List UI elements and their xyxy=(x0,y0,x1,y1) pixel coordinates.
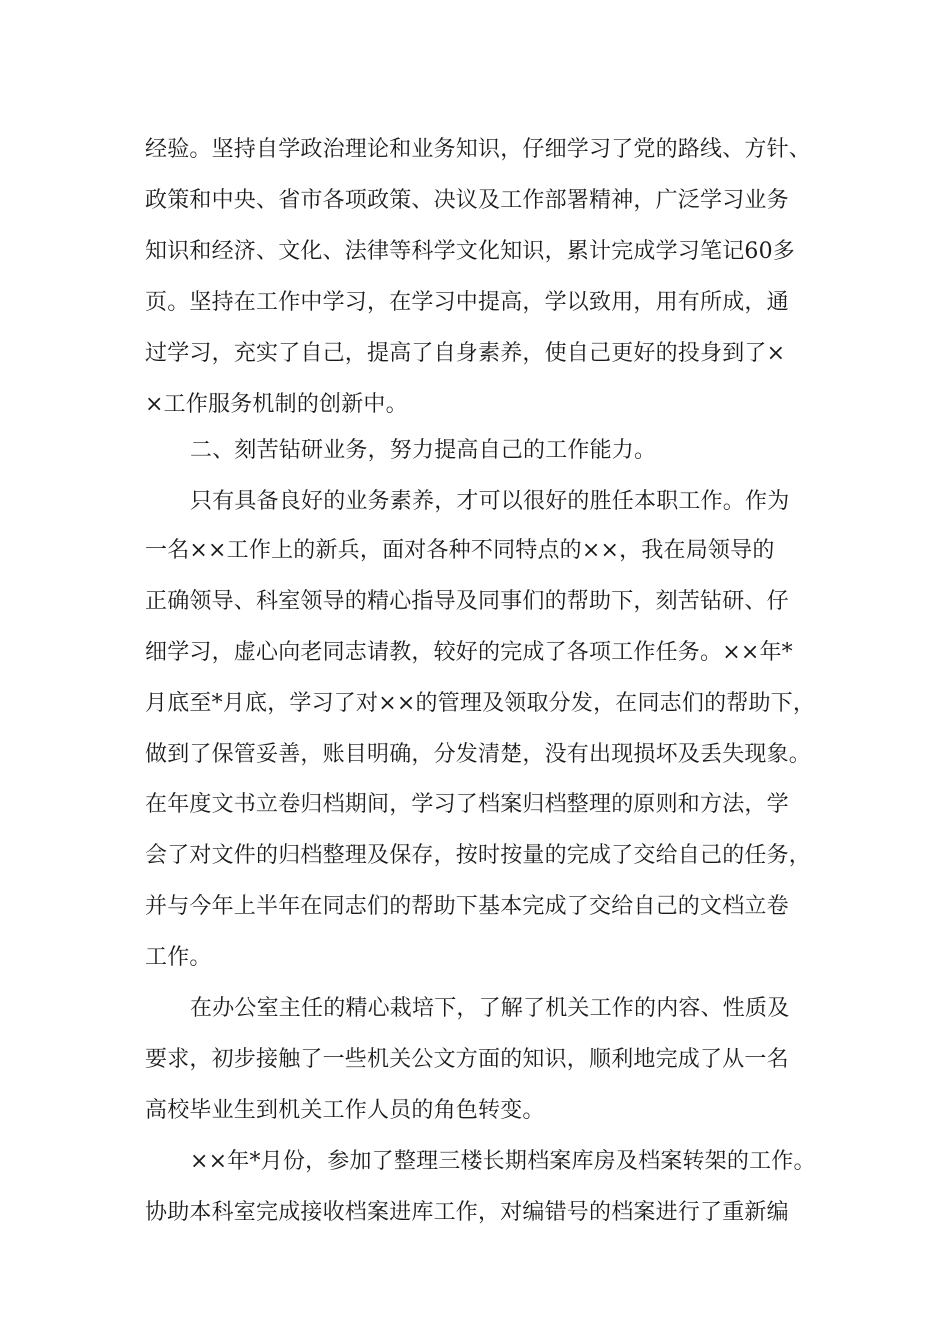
text-line: 正确领导、科室领导的精心指导及同事们的帮助下，刻苦钻研、仔 xyxy=(145,589,789,614)
text-line: ×工作服务机制的创新中。 xyxy=(145,392,408,417)
text-line: 协助本科室完成接收档案进库工作，对编错号的档案进行了重新编 xyxy=(145,1200,789,1225)
text-line: 会了对文件的归档整理及保存，按时按量的完成了交给自己的任务， xyxy=(145,843,812,868)
text-line: 页。坚持在工作中学习，在学习中提高，学以致用，用有所成，通 xyxy=(145,290,789,315)
section-heading: 二、刻苦钻研业务，努力提高自己的工作能力。 xyxy=(190,438,657,463)
text-line: 在办公室主任的精心栽培下，了解了机关工作的内容、性质及 xyxy=(190,996,790,1021)
text-line: 工作。 xyxy=(145,945,212,970)
text-line: 政策和中央、省市各项政策、决议及工作部署精神，广泛学习业务 xyxy=(145,188,789,213)
text-line: 细学习，虚心向老同志请教，较好的完成了各项工作任务。××年* xyxy=(145,640,793,665)
text-line: 一名××工作上的新兵，面对各种不同特点的××，我在局领导的 xyxy=(145,538,775,563)
text-line: 经验。坚持自学政治理论和业务知识，仔细学习了党的路线、方针、 xyxy=(145,137,812,162)
text-line: 高校毕业生到机关工作人员的角色转变。 xyxy=(145,1098,545,1123)
text-line: 在年度文书立卷归档期间，学习了档案归档整理的原则和方法，学 xyxy=(145,792,789,817)
text-line: 要求，初步接触了一些机关公文方面的知识，顺利地完成了从一名 xyxy=(145,1047,789,1072)
text-line: 月底至*月底，学习了对××的管理及领取分发，在同志们的帮助下， xyxy=(145,691,816,716)
text-line: 只有具备良好的业务素养，才可以很好的胜任本职工作。作为 xyxy=(190,489,790,514)
text-line: 做到了保管妥善，账目明确，分发清楚，没有出现损坏及丢失现象。 xyxy=(145,742,812,767)
text-line: 知识和经济、文化、法律等科学文化知识，累计完成学习笔记60多 xyxy=(145,239,795,264)
text-line: 过学习，充实了自己，提高了自身素养，使自己更好的投身到了× xyxy=(145,341,786,366)
text-line: ××年*月份，参加了整理三楼长期档案库房及档案转架的工作。 xyxy=(190,1149,816,1174)
text-line: 并与今年上半年在同志们的帮助下基本完成了交给自己的文档立卷 xyxy=(145,894,789,919)
